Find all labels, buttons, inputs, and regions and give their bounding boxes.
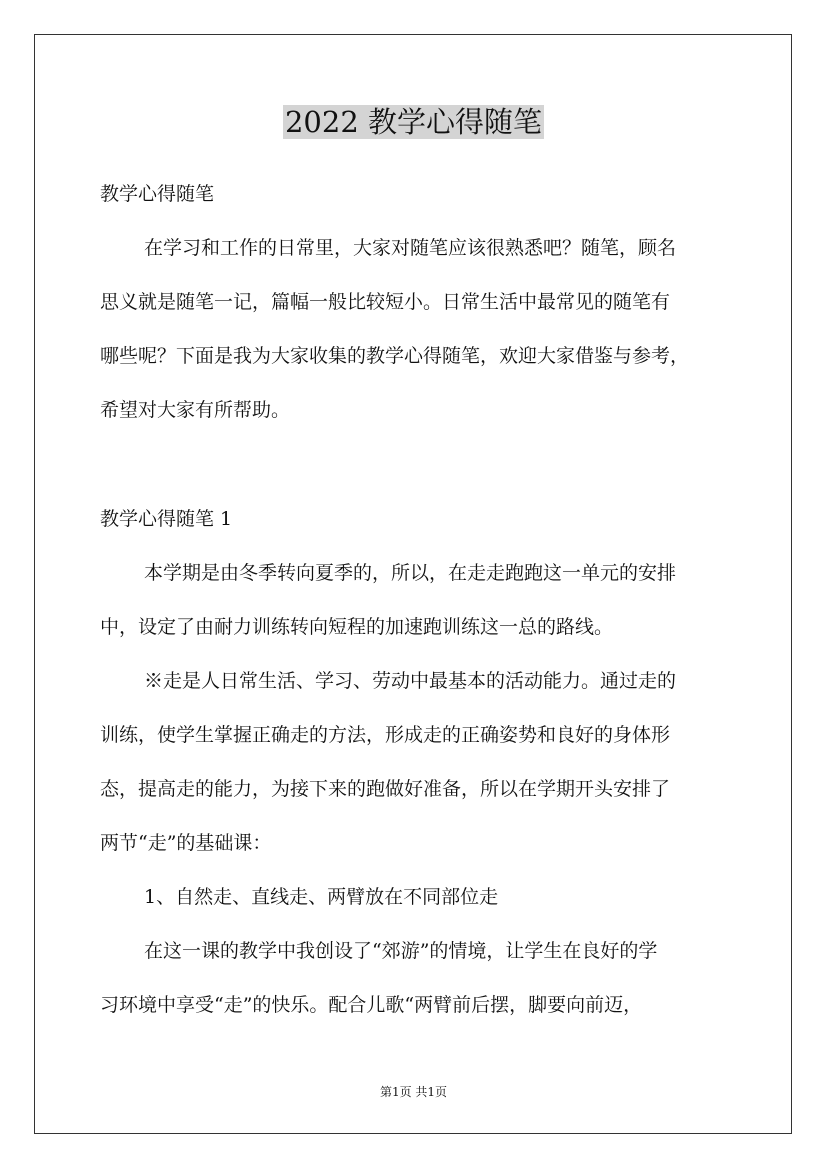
document-title-text: 2022 教学心得随笔 bbox=[284, 105, 543, 139]
intro-line: 在学习和工作的日常里，大家对随笔应该很熟悉吧？随笔，顾名 bbox=[144, 237, 677, 259]
body-line: 两节“走”的基础课： bbox=[100, 832, 272, 854]
document-title bbox=[0, 100, 827, 144]
body-line: 习环境中享受“走”的快乐。配合儿歌“两臂前后摆，脚要向前迈， bbox=[100, 994, 643, 1016]
body-line: 本学期是由冬季转向夏季的，所以，在走走跑跑这一单元的安排 bbox=[144, 562, 677, 584]
intro-line: 哪些呢？下面是我为大家收集的教学心得随笔，欢迎大家借鉴与参考， bbox=[100, 345, 690, 367]
document-subtitle: 教学心得随笔 bbox=[100, 183, 215, 205]
body-line: 中，设定了由耐力训练转向短程的加速跑训练这一总的路线。 bbox=[100, 616, 614, 638]
body-line: 1、自然走、直线走、两臂放在不同部位走 bbox=[144, 886, 499, 908]
intro-line: 希望对大家有所帮助。 bbox=[100, 399, 291, 421]
body-line: 训练，使学生掌握正确走的方法，形成走的正确姿势和良好的身体形 bbox=[100, 724, 671, 746]
body-line: ※走是人日常生活、学习、劳动中最基本的活动能力。通过走的 bbox=[144, 670, 677, 692]
page-number-footer: 第1页 共1页 bbox=[379, 1085, 448, 1099]
section-heading: 教学心得随笔 1 bbox=[100, 508, 233, 530]
body-line: 在这一课的教学中我创设了“郊游”的情境，让学生在良好的学 bbox=[144, 940, 658, 962]
body-line: 态，提高走的能力，为接下来的跑做好准备，所以在学期开头安排了 bbox=[100, 778, 671, 800]
intro-line: 思义就是随笔一记，篇幅一般比较短小。日常生活中最常见的随笔有 bbox=[100, 291, 671, 313]
